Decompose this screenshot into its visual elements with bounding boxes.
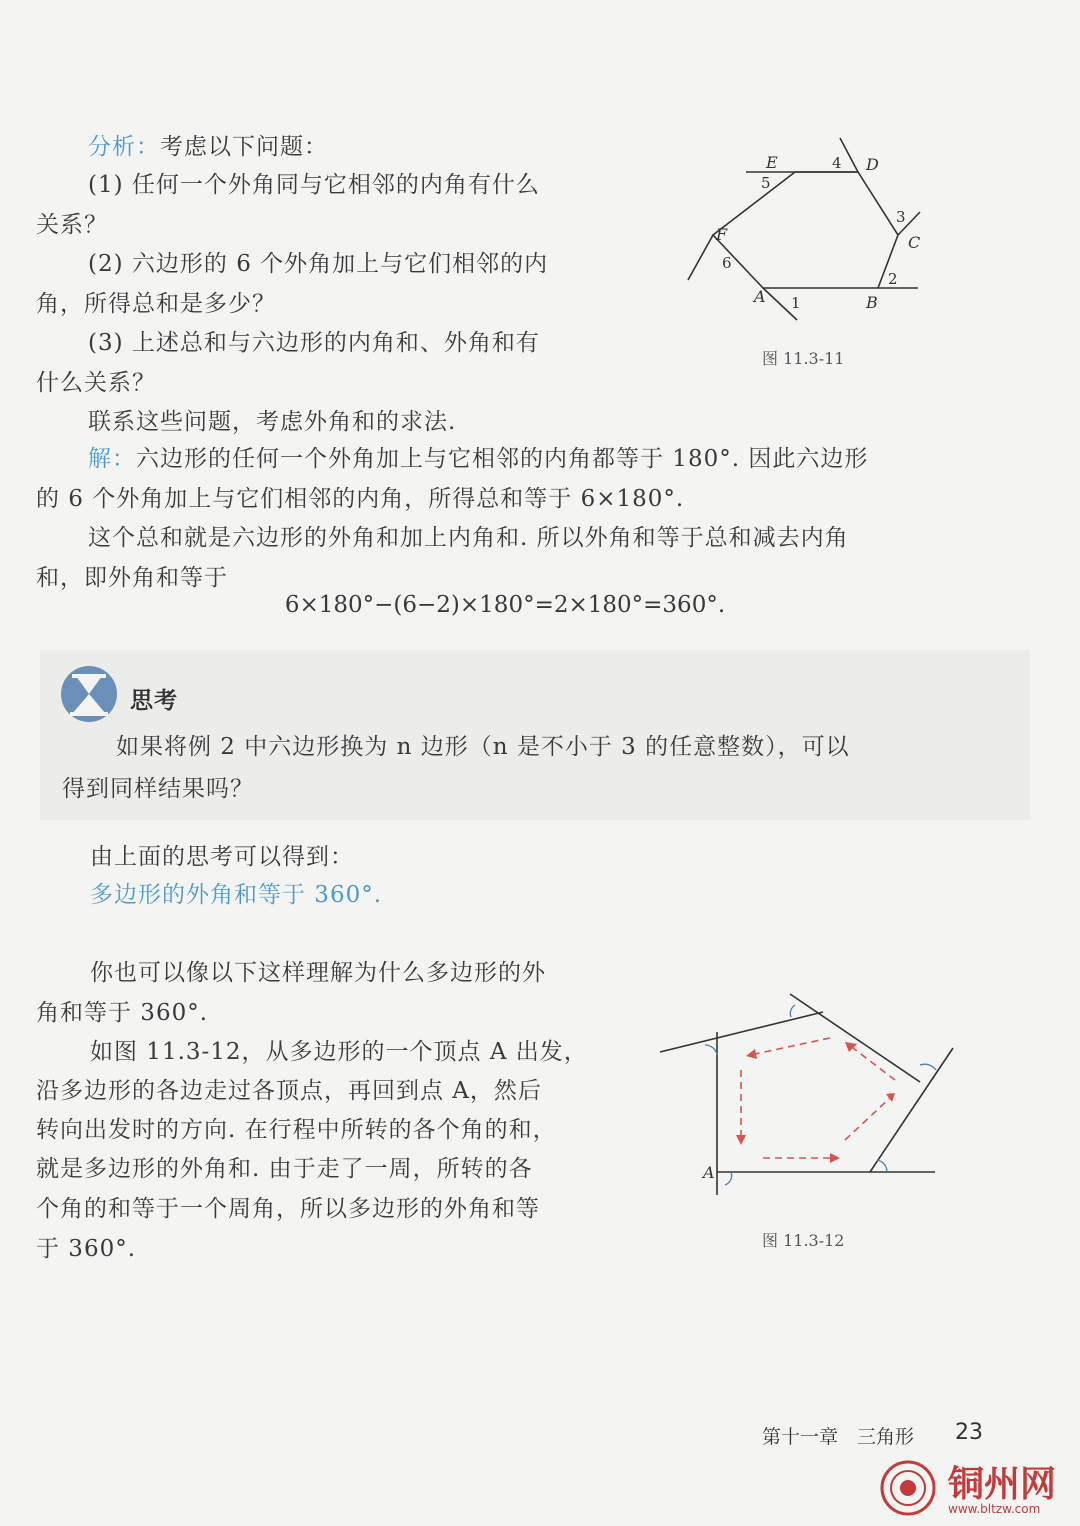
figure-11-3-11-caption: 图 11.3-11 [762, 349, 845, 368]
angle-3: 3 [896, 208, 906, 226]
vertex-D: D [866, 155, 879, 174]
polygon-walk-figure [655, 990, 965, 1210]
angle-4: 4 [832, 154, 842, 172]
watermark-seal-icon [876, 1458, 940, 1518]
figure-11-3-12-caption: 图 11.3-12 [762, 1231, 845, 1250]
top-right-side [790, 994, 920, 1082]
arrowhead-5 [746, 1049, 757, 1059]
think-line-1: 如果将例 2 中六边形换为 n 边形（n 是不小于 3 的任意整数），可以 [116, 734, 850, 760]
question-2-line-2: 角，所得总和是多少？ [36, 291, 276, 317]
arrowhead-3 [886, 1093, 895, 1102]
extension-d [840, 138, 858, 172]
arrowhead-2 [830, 1153, 840, 1163]
extension-f [688, 235, 713, 280]
hexagon-shape [713, 172, 898, 288]
turn-arc-2 [790, 1005, 795, 1017]
walk-arrow-4 [853, 1048, 895, 1080]
angle-2: 2 [888, 270, 898, 288]
chapter-footer: 第十一章 三角形 [762, 1426, 915, 1448]
explain-line-4: 沿多边形的各边走过各顶点，再回到点 A，然后 [36, 1078, 542, 1104]
solution-line-2: 的 6 个外角加上与它们相邻的内角，所得总和等于 6×180°. [36, 486, 685, 512]
walk-arrow-5 [755, 1038, 830, 1054]
top-left-side [660, 1012, 823, 1052]
arrowhead-1 [736, 1135, 746, 1145]
vertex-B: B [866, 293, 878, 312]
explain-line-6: 就是多边形的外角和. 由于走了一周，所转的各 [36, 1156, 533, 1182]
vertex-F: F [716, 225, 728, 244]
solution-formula: 6×180°−(6−2)×180°=2×180°=360°. [284, 592, 726, 618]
watermark-text: 铜州网 [948, 1463, 1057, 1505]
question-3-line-1: (3) 上述总和与六边形的内角和、外角和有 [88, 330, 540, 356]
think-icon [58, 664, 120, 724]
analysis-link: 联系这些问题，考虑外角和的求法. [88, 409, 457, 435]
question-1-line-1: (1) 任何一个外角同与它相邻的内角有什么 [88, 172, 540, 198]
explain-line-2: 角和等于 360°. [36, 1000, 209, 1026]
right-side [870, 1048, 953, 1172]
analysis-intro: 考虑以下问题： [160, 134, 328, 160]
vertex-E: E [766, 153, 778, 172]
page-number: 23 [955, 1420, 983, 1445]
explain-line-3: 如图 11.3-12，从多边形的一个顶点 A 出发， [90, 1039, 588, 1065]
vertex-C: C [908, 233, 921, 252]
turn-arc-1 [705, 1045, 717, 1055]
angle-1: 1 [791, 294, 801, 312]
explain-line-5: 转向出发时的方向. 在行程中所转的各个角的和， [36, 1117, 557, 1143]
solution-line-3: 这个总和就是六边形的外角和加上内角和. 所以外角和等于总和减去内角 [88, 525, 849, 551]
analysis-line [88, 128, 328, 161]
question-1-line-2: 关系？ [36, 212, 108, 238]
solution-text-1: 六边形的任何一个外角加上与它相邻的内角都等于 180°. 因此六边形 [136, 446, 869, 472]
conclusion-theorem: 多边形的外角和等于 360°. [90, 882, 383, 908]
watermark-url: www.bltzw.com [948, 1502, 1041, 1516]
hexagon-exterior-angle-figure [680, 130, 940, 340]
explain-line-1: 你也可以像以下这样理解为什么多边形的外 [90, 960, 546, 986]
turn-arc-3 [920, 1064, 936, 1070]
angle-5: 5 [761, 174, 771, 192]
explain-line-7: 个角的和等于一个周角，所以多边形的外角和等 [36, 1196, 540, 1222]
analysis-label: 分析： [88, 134, 160, 160]
vertex-A-label: A [703, 1163, 715, 1182]
turn-arc-5 [725, 1172, 732, 1185]
think-line-2: 得到同样结果吗？ [62, 776, 254, 802]
solution-line-4: 和，即外角和等于 [36, 565, 228, 591]
angle-6: 6 [722, 254, 732, 272]
turn-arc-4 [877, 1160, 887, 1172]
solution-label: 解： [88, 446, 136, 472]
explain-line-8: 于 360°. [36, 1236, 137, 1262]
conclusion-intro: 由上面的思考可以得到： [90, 844, 354, 870]
vertex-A: A [754, 287, 766, 306]
think-title: 思考 [130, 688, 178, 714]
walk-arrow-3 [845, 1098, 890, 1140]
question-2-line-1: (2) 六边形的 6 个外角加上与它们相邻的内 [88, 251, 549, 277]
solution-line-1 [88, 440, 868, 473]
question-3-line-2: 什么关系？ [36, 370, 156, 396]
